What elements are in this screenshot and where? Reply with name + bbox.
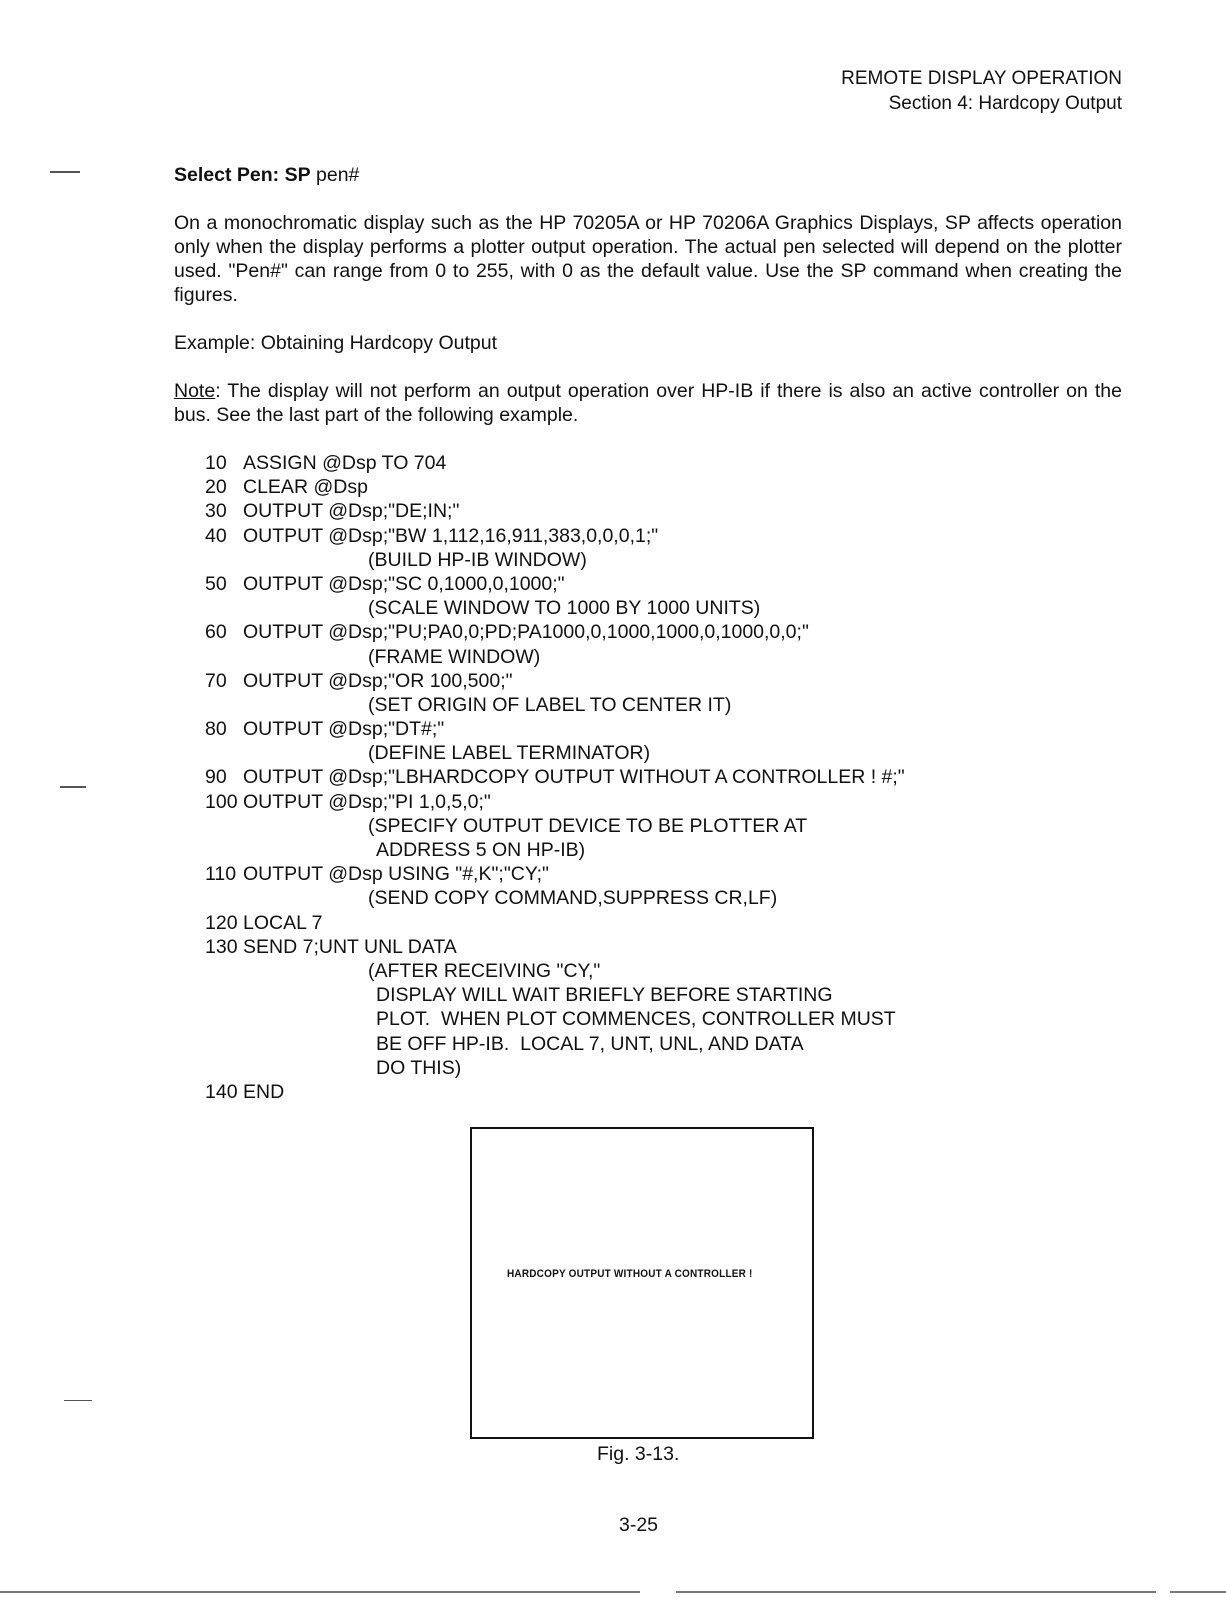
- note-text: : The display will not perform an output operation over HP-IB if there is also an active controller on the bus. See the last part of the following example.: [174, 380, 1122, 426]
- code-comment: ADDRESS 5 ON HP-IB): [376, 839, 586, 861]
- code-comment: (AFTER RECEIVING "CY,": [368, 959, 601, 982]
- code-comment: DISPLAY WILL WAIT BRIEFLY BEFORE STARTING: [376, 984, 833, 1007]
- code-comment: (FRAME WINDOW): [368, 645, 541, 668]
- description-paragraph: On a monochromatic display such as the HP 70205A or HP 70206A Graphics Displays, SP affects operation only when the display performs a plotter output operation. The actual pen selected will depend on the plotter used. "Pen#" can range from 0 to 255, with 0 as the default value. Use the SP command when creating the figures.: [174, 212, 1122, 306]
- program-listing: [205, 451, 905, 1104]
- code-comment: (DEFINE LABEL TERMINATOR): [368, 742, 651, 765]
- line-code: END: [243, 1080, 285, 1103]
- code-line: [205, 572, 905, 596]
- line-code: OUTPUT @Dsp;"PI 1,0,5,0;": [243, 790, 491, 813]
- code-comment: DO THIS): [376, 1056, 462, 1079]
- command-mnemonic: SP: [284, 164, 311, 186]
- line-code: ASSIGN @Dsp TO 704: [243, 452, 447, 474]
- code-comment: (SPECIFY OUTPUT DEVICE TO BE PLOTTER AT: [368, 814, 808, 837]
- line-number: 100: [205, 790, 238, 813]
- code-line: [205, 911, 905, 935]
- code-line: [205, 524, 905, 548]
- line-code: OUTPUT @Dsp;"PU;PA0,0;PD;PA1000,0,1000,1000,0,1000,0,0;": [243, 621, 809, 644]
- command-param: pen#: [316, 164, 360, 186]
- code-line: [205, 790, 905, 814]
- code-line: [205, 451, 905, 475]
- line-number: 120: [205, 911, 238, 934]
- code-comment: (SCALE WINDOW TO 1000 BY 1000 UNITS): [368, 597, 761, 620]
- code-line: [205, 935, 905, 959]
- line-number: 140: [205, 1080, 238, 1103]
- line-code: OUTPUT @Dsp;"OR 100,500;": [243, 669, 513, 692]
- line-code: CLEAR @Dsp: [243, 476, 368, 499]
- header-title: REMOTE DISPLAY OPERATION: [841, 68, 1122, 89]
- example-title: Example: Obtaining Hardcopy Output: [174, 332, 498, 354]
- page-number: 3-25: [619, 1514, 659, 1536]
- code-line: [205, 862, 905, 886]
- line-number: 70: [205, 669, 227, 692]
- line-code: OUTPUT @Dsp;"DT#;": [243, 718, 445, 741]
- code-comment: BE OFF HP-IB. LOCAL 7, UNT, UNL, AND DATA: [376, 1032, 804, 1055]
- code-comment: (BUILD HP-IB WINDOW): [368, 548, 587, 571]
- line-code: SEND 7;UNT UNL DATA: [243, 935, 457, 958]
- command-label: Select Pen:: [174, 164, 280, 186]
- line-code: OUTPUT @Dsp;"DE;IN;": [243, 500, 460, 523]
- footer-rule: [0, 1591, 640, 1593]
- note-label: Note: [174, 380, 216, 402]
- line-number: 60: [205, 621, 227, 644]
- margin-mark: [64, 1400, 92, 1401]
- figure-frame: [470, 1127, 814, 1439]
- line-code: OUTPUT @Dsp USING "#,K";"CY;": [243, 863, 549, 886]
- line-number: 30: [205, 500, 227, 523]
- footer-rule: [1170, 1591, 1226, 1593]
- code-line: [205, 620, 905, 644]
- line-code: OUTPUT @Dsp;"SC 0,1000,0,1000;": [243, 572, 565, 595]
- line-number: 20: [205, 476, 227, 499]
- note-paragraph: [174, 379, 1122, 427]
- code-line: [205, 669, 905, 693]
- footer-rule: [676, 1591, 1156, 1593]
- margin-mark: [50, 171, 80, 173]
- page-header: [841, 66, 1122, 116]
- line-number: 10: [205, 452, 227, 474]
- header-section: Section 4: Hardcopy Output: [888, 93, 1122, 114]
- line-number: 110: [205, 863, 237, 886]
- figure-label-text: HARDCOPY OUTPUT WITHOUT A CONTROLLER !: [507, 1268, 753, 1281]
- code-comment: (SET ORIGIN OF LABEL TO CENTER IT): [368, 693, 732, 716]
- code-line: [205, 499, 905, 523]
- margin-mark: [60, 786, 86, 788]
- code-line: [205, 475, 905, 499]
- line-code: LOCAL 7: [243, 911, 323, 934]
- code-comment: (SEND COPY COMMAND,SUPPRESS CR,LF): [368, 887, 778, 910]
- code-line: [205, 1080, 905, 1104]
- command-heading: [174, 163, 1122, 187]
- code-line: [205, 717, 905, 741]
- line-code: OUTPUT @Dsp;"BW 1,112,16,911,383,0,0,0,1;": [243, 524, 659, 547]
- figure-caption: Fig. 3-13.: [597, 1443, 680, 1465]
- code-comment: PLOT. WHEN PLOT COMMENCES, CONTROLLER MUST: [376, 1008, 896, 1031]
- line-number: 50: [205, 572, 227, 595]
- line-number: 80: [205, 718, 227, 741]
- code-line: [205, 765, 905, 789]
- line-number: 90: [205, 766, 227, 789]
- line-number: 40: [205, 524, 227, 547]
- line-number: 130: [205, 935, 238, 958]
- line-code: OUTPUT @Dsp;"LBHARDCOPY OUTPUT WITHOUT A CONTROLLER ! #;": [243, 766, 905, 789]
